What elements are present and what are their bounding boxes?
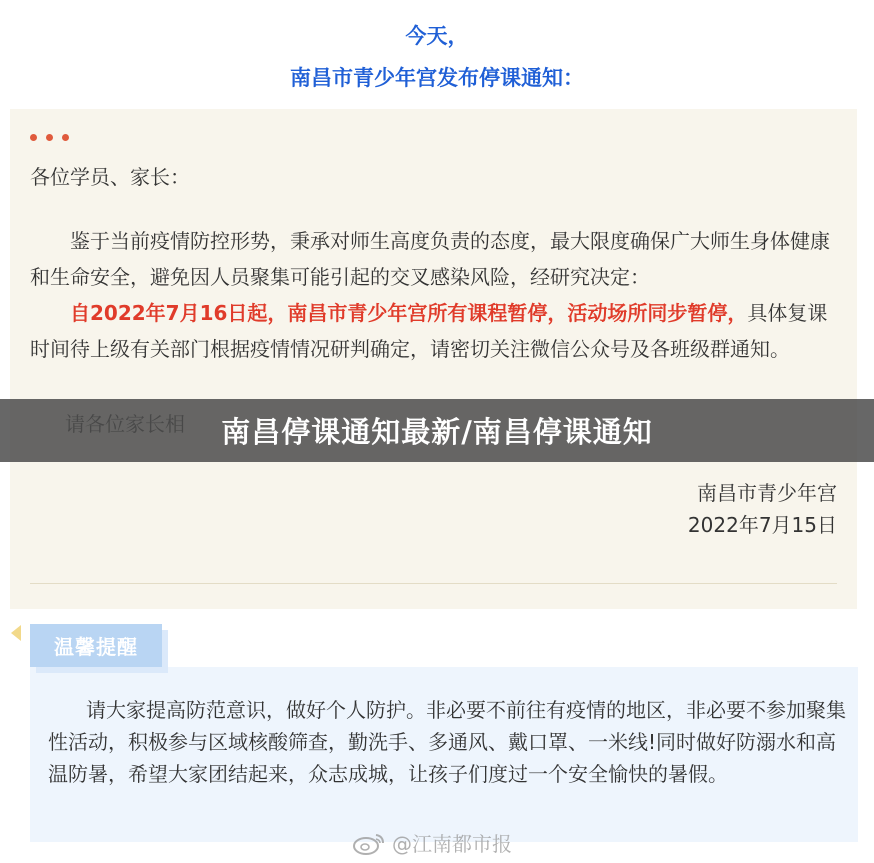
- header-title: 南昌市青少年宫发布停课通知：: [290, 66, 584, 90]
- header-line1: 今天，: [405, 24, 469, 48]
- dot-icon: [62, 134, 69, 141]
- tip-text: [48, 694, 846, 790]
- tip-tab: [30, 624, 162, 667]
- tip-body: 请大家提高防范意识，做好个人防护。非必要不前往有疫情的地区，非必要不参加聚集性活动，积极参与区域核酸筛查，勤洗手、多通风、戴口罩、一米线!同时做好防溺水和高温防暑，希望大家团结起来，众志成城，让孩子们度过一个安全愉快的暑假。: [48, 698, 846, 786]
- tip-tab-label: 温馨提醒: [54, 635, 138, 659]
- notice-highlight: 自2022年7月16日起，南昌市青少年宫所有课程暂停，活动场所同步暂停，: [70, 301, 748, 325]
- notice-intro: 鉴于当前疫情防控形势，秉承对师生高度负责的态度，最大限度确保广大师生身体健康和生命安全，避免因人员聚集可能引起的交叉感染风险，经研究决定：: [30, 229, 830, 289]
- tip-card: [30, 667, 858, 842]
- notice-body: [30, 223, 840, 367]
- watermark: [352, 828, 512, 857]
- banner-title: 南昌停课通知最新/南昌停课通知: [221, 415, 653, 449]
- weibo-icon: [352, 831, 386, 855]
- divider: [30, 583, 837, 584]
- notice-card: [10, 109, 857, 609]
- notice-rest: 具体复课时间待上级有关部门根据疫情情况研判确定，请密切关注微信公众号及各班级群通知。: [30, 301, 828, 361]
- dots-decoration: [30, 134, 69, 141]
- triangle-icon: [11, 625, 21, 641]
- dot-icon: [30, 134, 37, 141]
- signature-date: 2022年7月15日: [687, 513, 837, 537]
- signature-org: 南昌市青少年宫: [697, 481, 837, 505]
- dot-icon: [46, 134, 53, 141]
- watermark-text: @江南都市报: [392, 832, 512, 856]
- salutation: 各位学员、家长：: [30, 165, 190, 189]
- title-banner: [0, 399, 874, 462]
